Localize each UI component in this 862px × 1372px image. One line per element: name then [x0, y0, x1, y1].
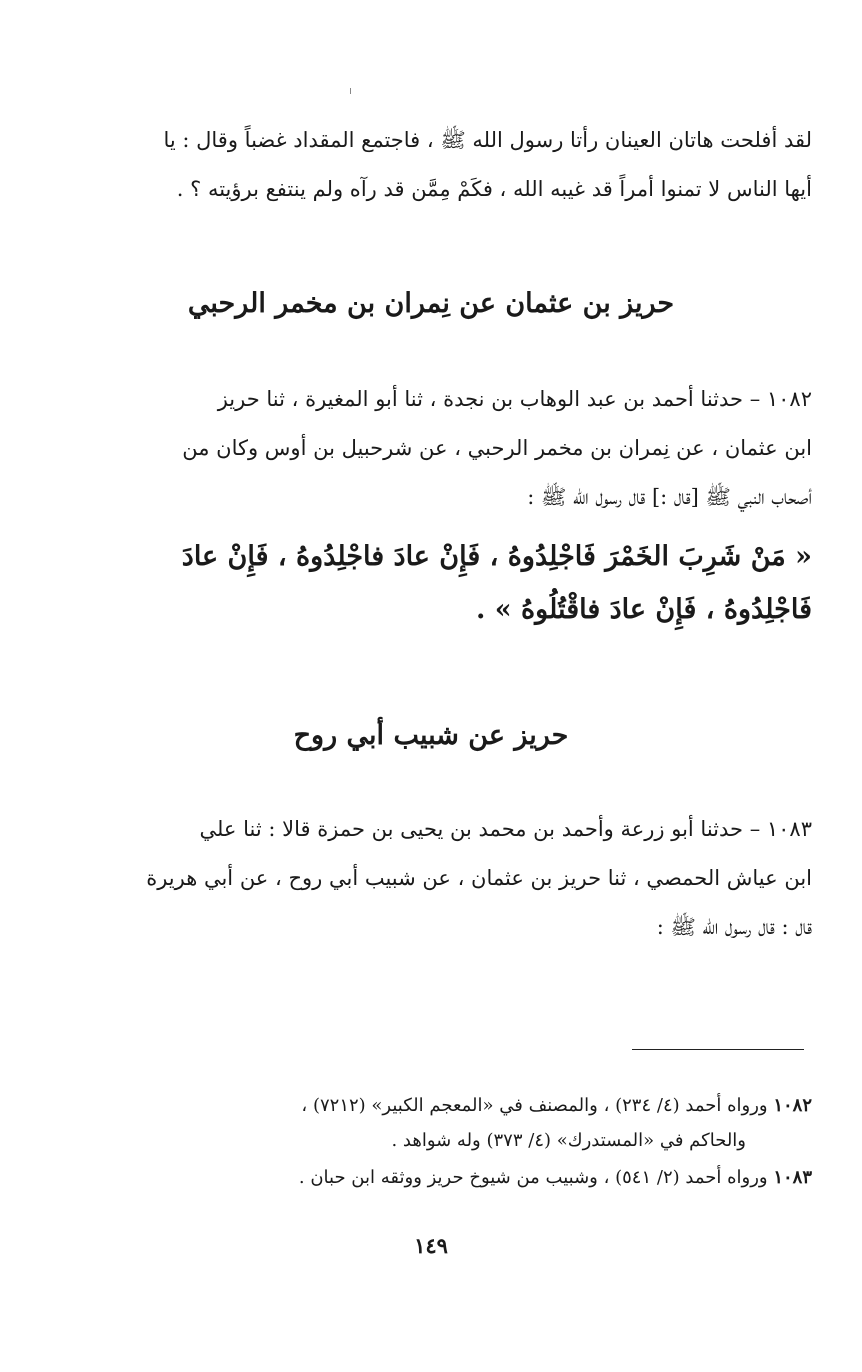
- section-heading-1: حريز بن عثمان عن نِمران بن مخمر الرحبي: [187, 288, 675, 319]
- footnote-separator: [632, 1049, 804, 1050]
- footnote-1082-text-1: ورواه أحمد (٤/ ٢٣٤) ، والمصنف في «المعجم الكبير» (٧٢١٢) ،: [301, 1095, 768, 1116]
- footnote-1082-number: ١٠٨٢: [773, 1095, 812, 1116]
- hadith-1082-line-1: ١٠٨٢ – حدثنا أحمد بن عبد الوهاب بن نجدة ، ثنا أبو المغيرة ، ثنا حريز: [217, 387, 812, 411]
- intro-paragraph: [112, 116, 812, 214]
- intro-line-1: لقد أفلحت هاتان العينان رأتا رسول الله ﷺ ، فاجتمع المقداد غضباً وقال : يا: [163, 128, 812, 152]
- footnote-1083: [102, 1160, 812, 1195]
- footnote-1083-number: ١٠٨٣: [773, 1167, 812, 1188]
- hadith-1083-line-3: قال : قال رسول الله ﷺ :: [656, 915, 812, 939]
- intro-line-2: أيها الناس لا تمنوا أمراً قد غيبه الله ، فكَمْ مِمَّن قد رآه ولم ينتفع برؤيته ؟ .: [176, 177, 812, 201]
- hadith-1083-line-1: ١٠٨٣ – حدثنا أبو زرعة وأحمد بن محمد بن يحيى بن حمزة قالا : ثنا علي: [199, 817, 812, 841]
- hadith-1082-matn: [112, 530, 812, 636]
- hadith-1082-quote-line-1: « مَنْ شَرِبَ الخَمْرَ فَاجْلِدُوهُ ، فَإِنْ عادَ فاجْلِدُوهُ ، فَإِنْ عادَ: [181, 541, 812, 572]
- footnote-1083-line-1: [102, 1160, 812, 1195]
- scan-speck: [350, 88, 351, 94]
- section-heading-2: حريز عن شبيب أبي روح: [293, 720, 569, 751]
- hadith-1083-isnad: [112, 805, 812, 952]
- footnote-1082-line-2: والحاكم في «المستدرك» (٤/ ٣٧٣) وله شواهد .: [391, 1130, 746, 1151]
- footnote-1083-text-1: ورواه أحمد (٢/ ٥٤١) ، وشبيب من شيوخ حريز ووثقه ابن حبان .: [298, 1167, 768, 1188]
- hadith-1083-line-2: ابن عياش الحمصي ، ثنا حريز بن عثمان ، عن شبيب أبي روح ، عن أبي هريرة: [146, 866, 812, 890]
- footnote-1082-line-1: [102, 1088, 812, 1123]
- footnote-1082: [102, 1088, 812, 1158]
- hadith-1082-isnad: [112, 375, 812, 522]
- hadith-1082-line-2: ابن عثمان ، عن نِمران بن مخمر الرحبي ، عن شرحبيل بن أوس وكان من: [182, 436, 812, 460]
- hadith-1082-quote-line-2: فَاجْلِدُوهُ ، فَإِنْ عادَ فاقْتُلُوهُ » .: [475, 594, 812, 625]
- hadith-1082-line-3: أصحاب النبي ﷺ [قال :] قال رسول الله ﷺ :: [527, 485, 812, 509]
- page-number: ١٤٩: [414, 1233, 448, 1258]
